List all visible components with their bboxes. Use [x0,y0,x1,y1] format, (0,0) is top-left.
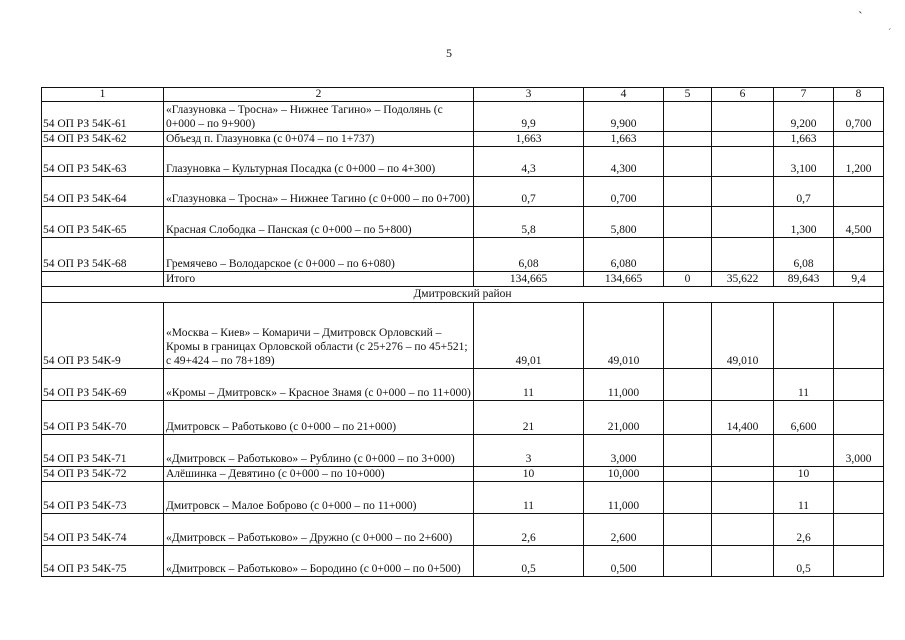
road-name-cell: «Дмитровск – Работьково» – Бородино (с 0+000 – по 0+500) [164,546,474,577]
length-total-cell: 21 [474,401,584,435]
col8-cell [834,482,884,514]
table-row [42,435,884,467]
col8-cell: 1,200 [834,147,884,177]
col8-cell [834,132,884,147]
road-code-cell: 54 ОП РЗ 54К-70 [42,401,164,435]
road-code-cell: 54 ОП РЗ 54К-68 [42,238,164,272]
column-header: 8 [834,88,884,102]
col5-cell [664,303,712,369]
col5-cell [664,514,712,546]
column-header: 1 [42,88,164,102]
road-name-cell: Дмитровск – Малое Боброво (с 0+000 – по 11+000) [164,482,474,514]
col5-cell: 0 [664,272,712,287]
length-total-cell: 3 [474,435,584,467]
col5-cell [664,238,712,272]
table-row [42,177,884,207]
col7-cell: 11 [774,482,834,514]
table-row [42,102,884,132]
road-code-cell: 54 ОП РЗ 54К-69 [42,369,164,401]
road-code-cell [42,272,164,287]
col8-cell: 0,700 [834,102,884,132]
col5-cell [664,482,712,514]
col8-cell: 4,500 [834,207,884,238]
col7-cell: 0,7 [774,177,834,207]
col8-cell [834,177,884,207]
road-name-cell: Объезд п. Глазуновка (с 0+074 – по 1+737) [164,132,474,147]
length-cell: 6,080 [584,238,664,272]
col6-cell [712,482,774,514]
road-code-cell: 54 ОП РЗ 54К-61 [42,102,164,132]
length-cell: 0,500 [584,546,664,577]
road-name-cell: Гремячево – Володарское (с 0+000 – по 6+080) [164,238,474,272]
col7-cell: 10 [774,467,834,482]
col8-cell [834,401,884,435]
col6-cell [712,207,774,238]
col8-cell: 3,000 [834,435,884,467]
length-cell: 10,000 [584,467,664,482]
column-header: 2 [164,88,474,102]
table-row [42,482,884,514]
col6-cell [712,435,774,467]
length-total-cell: 9,9 [474,102,584,132]
length-cell: 3,000 [584,435,664,467]
col8-cell: 9,4 [834,272,884,287]
length-cell: 11,000 [584,482,664,514]
col5-cell [664,147,712,177]
col5-cell [664,132,712,147]
road-code-cell: 54 ОП РЗ 54К-72 [42,467,164,482]
col7-cell: 2,6 [774,514,834,546]
district-row [42,287,884,303]
col8-cell [834,369,884,401]
table-row [42,132,884,147]
length-total-cell: 4,3 [474,147,584,177]
road-code-cell: 54 ОП РЗ 54К-74 [42,514,164,546]
road-code-cell: 54 ОП РЗ 54К-65 [42,207,164,238]
road-code-cell: 54 ОП РЗ 54К-62 [42,132,164,147]
length-cell: 4,300 [584,147,664,177]
col6-cell [712,369,774,401]
col8-cell [834,514,884,546]
col5-cell [664,177,712,207]
col7-cell: 6,08 [774,238,834,272]
column-header: 3 [474,88,584,102]
road-name-cell: Глазуновка – Культурная Посадка (с 0+000 – по 4+300) [164,147,474,177]
length-cell: 21,000 [584,401,664,435]
col7-cell [774,303,834,369]
col7-cell: 3,100 [774,147,834,177]
col7-cell: 1,663 [774,132,834,147]
table-row [42,147,884,177]
col6-cell: 14,400 [712,401,774,435]
roads-table [41,87,884,577]
table-row [42,303,884,369]
table-row [42,514,884,546]
road-name-cell: «Дмитровск – Работьково» – Дружно (с 0+000 – по 2+600) [164,514,474,546]
corner-mark: ` [858,10,863,25]
length-total-cell: 2,6 [474,514,584,546]
table-row [42,238,884,272]
col8-cell [834,238,884,272]
column-header: 5 [664,88,712,102]
road-code-cell: 54 ОП РЗ 54К-75 [42,546,164,577]
road-name-cell: Итого [164,272,474,287]
col7-cell: 1,300 [774,207,834,238]
length-total-cell: 0,7 [474,177,584,207]
length-cell: 2,600 [584,514,664,546]
col7-cell [774,435,834,467]
total-row [42,272,884,287]
page-number: 5 [446,46,452,60]
col6-cell [712,467,774,482]
table-header-row [42,88,884,102]
column-header: 6 [712,88,774,102]
col7-cell: 11 [774,369,834,401]
col7-cell: 9,200 [774,102,834,132]
length-total-cell: 49,01 [474,303,584,369]
col5-cell [664,102,712,132]
col5-cell [664,467,712,482]
col5-cell [664,369,712,401]
table-row [42,546,884,577]
road-name-cell: «Глазуновка – Тросна» – Нижнее Тагино (с 0+000 – по 0+700) [164,177,474,207]
road-code-cell: 54 ОП РЗ 54К-64 [42,177,164,207]
col6-cell [712,147,774,177]
col6-cell [712,238,774,272]
length-cell: 5,800 [584,207,664,238]
length-total-cell: 134,665 [474,272,584,287]
length-total-cell: 11 [474,369,584,401]
road-name-cell: «Глазуновка – Тросна» – Нижнее Тагино» – Подолянь (с 0+000 – по 9+900) [164,102,474,132]
col7-cell: 89,643 [774,272,834,287]
col6-cell: 49,010 [712,303,774,369]
road-name-cell: «Москва – Киев» – Комаричи – Дмитровск Орловский – Кромы в границах Орловской области (с 25+276 – по 45+521; с 49+424 – по 78+189) [164,303,474,369]
col6-cell [712,132,774,147]
length-cell: 0,700 [584,177,664,207]
column-header: 4 [584,88,664,102]
col7-cell: 0,5 [774,546,834,577]
col6-cell [712,177,774,207]
col6-cell [712,102,774,132]
length-total-cell: 5,8 [474,207,584,238]
col6-cell [712,546,774,577]
road-name-cell: Алёшинка – Девятино (с 0+000 – по 10+000) [164,467,474,482]
length-total-cell: 11 [474,482,584,514]
length-cell: 9,900 [584,102,664,132]
col5-cell [664,207,712,238]
length-total-cell: 10 [474,467,584,482]
col5-cell [664,401,712,435]
col6-cell: 35,622 [712,272,774,287]
length-total-cell: 0,5 [474,546,584,577]
length-total-cell: 1,663 [474,132,584,147]
road-code-cell: 54 ОП РЗ 54К-9 [42,303,164,369]
col6-cell [712,514,774,546]
table-row [42,207,884,238]
road-code-cell: 54 ОП РЗ 54К-63 [42,147,164,177]
table-row [42,369,884,401]
col5-cell [664,435,712,467]
col8-cell [834,546,884,577]
length-cell: 49,010 [584,303,664,369]
road-name-cell: «Дмитровск – Работьково» – Рублино (с 0+000 – по 3+000) [164,435,474,467]
col5-cell [664,546,712,577]
road-name-cell: «Кромы – Дмитровск» – Красное Знамя (с 0+000 – по 11+000) [164,369,474,401]
length-total-cell: 6,08 [474,238,584,272]
table-row [42,467,884,482]
road-code-cell: 54 ОП РЗ 54К-71 [42,435,164,467]
road-name-cell: Красная Слободка – Панская (с 0+000 – по 5+800) [164,207,474,238]
column-header: 7 [774,88,834,102]
col7-cell: 6,600 [774,401,834,435]
length-cell: 1,663 [584,132,664,147]
length-cell: 11,000 [584,369,664,401]
corner-mark-small: ´ [888,28,892,39]
road-code-cell: 54 ОП РЗ 54К-73 [42,482,164,514]
col8-cell [834,467,884,482]
road-name-cell: Дмитровск – Работьково (с 0+000 – по 21+000) [164,401,474,435]
col8-cell [834,303,884,369]
length-cell: 134,665 [584,272,664,287]
district-heading: Дмитровский район [42,287,884,303]
table-row [42,401,884,435]
